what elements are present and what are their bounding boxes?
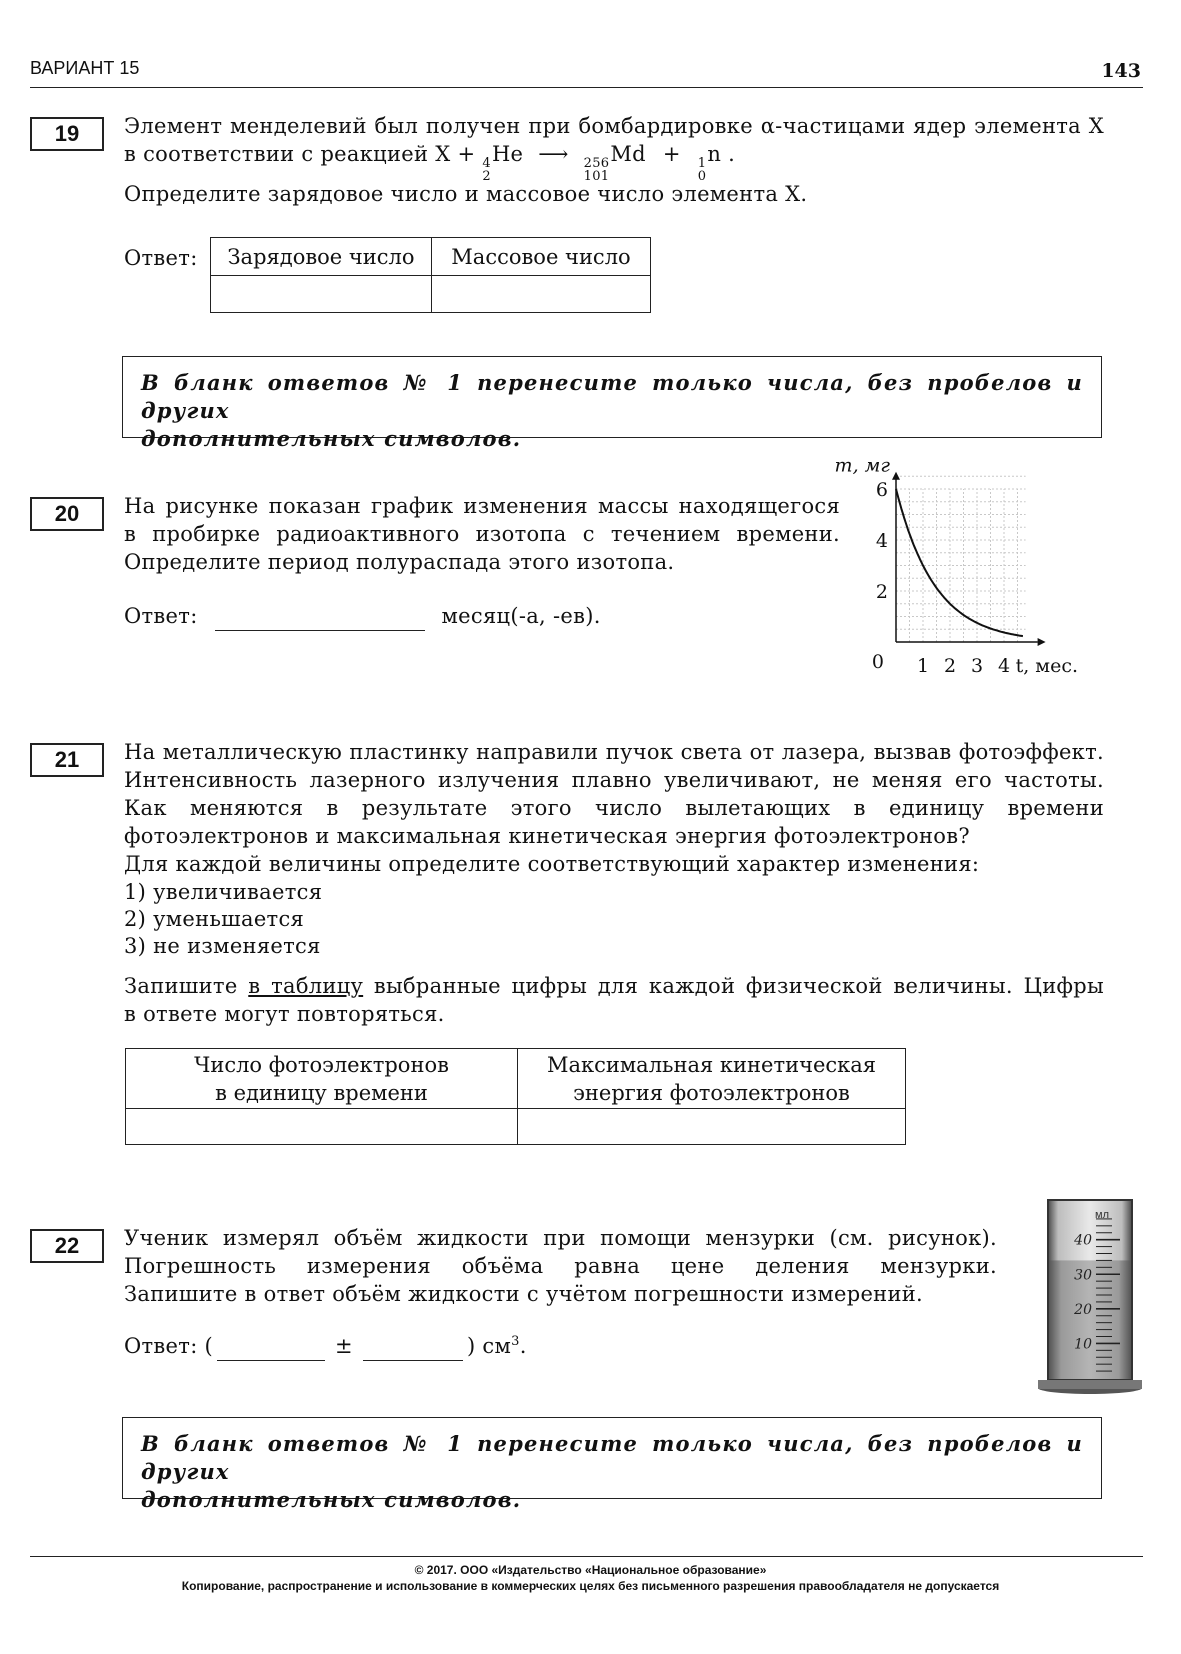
helium-symbol: He [491,142,524,166]
page-number: 143 [1101,60,1141,82]
decay-chart [834,454,1148,686]
task-21-option-1: 1) увеличивается [124,880,323,904]
task-22-line-3: Запишите в ответ объём жидкости с учётом погрешности измерений. [124,1282,924,1306]
cylinder-scale-label: 10 [1074,1336,1092,1353]
mass-number-header: Массовое число [432,238,651,276]
reaction-plus: + [662,142,681,166]
y-tick-label: 4 [875,530,888,552]
x-tick-label: 1 [916,655,930,677]
photoelectron-count-cell[interactable] [126,1109,518,1145]
max-kinetic-energy-header: Максимальная кинетическая энергия фотоэлектронов [518,1049,906,1109]
task-19-answer-table [210,237,651,313]
answer-form-notice [122,356,1102,451]
task-22-number: 22 [30,1229,104,1263]
reaction-prefix: в соответствии с реакцией X + [124,142,476,166]
charge-number-header: Зарядовое число [211,238,432,276]
task-20-number: 20 [30,497,104,531]
task-22-answer-label: Ответ: ( [124,1334,214,1358]
notice-2-line-1: В бланк ответов № 1 перенесите только числа, без пробелов и других [141,1431,1083,1484]
cylinder-foot [1038,1380,1142,1389]
measuring-cylinder [1036,1198,1144,1400]
mendelevium-isotope-indices: 256 101 [583,156,610,184]
table-link-text: в таблицу [248,974,364,998]
volume-value-blank[interactable] [217,1332,325,1361]
neutron-symbol: n . [707,142,736,166]
task-21-line-2: Интенсивность лазерного излучения плавно увеличивают, не меняя его частоты. [124,768,1104,792]
origin-label: 0 [871,651,884,673]
y-axis-arrow [892,472,900,480]
legal-notice: Копирование, распространение и использование в коммерческих целях без письменного разрешения правообладателя не допускается [181,1579,1000,1593]
x-tick-label: 4 [997,655,1011,677]
task-19-question: Определите зарядовое число и массовое число элемента X. [124,182,808,206]
chart-grid [896,476,1026,642]
task-21-instruction: Запишите в таблицу выбранные цифры для каждой физической величины. Цифры [124,974,1104,998]
mendelevium-symbol: Md [610,142,646,166]
y-tick-label: 6 [875,479,888,501]
task-21-line-3: Как меняются в результате этого число вылетающих в единицу времени [124,796,1104,820]
cylinder-scale-label: 40 [1074,1232,1092,1249]
task-20-answer-unit: месяц(-а, -ев). [441,604,601,628]
variant-header: ВАРИАНТ 15 [30,58,140,78]
x-tick-label: 3 [970,655,984,677]
task-20-line-3: Определите период полураспада этого изотопа. [124,550,675,574]
task-20-line-2: в пробирке радиоактивного изотопа с течением времени. [124,522,840,546]
task-20-line-1: На рисунке показан график изменения массы находящегося [124,494,840,518]
task-21-line-5: Для каждой величины определите соответствующий характер изменения: [124,852,980,876]
task-22-answer: Ответ: ( ± ) $см^3$. [124,1328,527,1361]
task-19-answer-label: Ответ: [124,246,198,270]
task-21-number: 21 [30,743,104,777]
task-20-answer-label: Ответ: [124,604,198,628]
header-divider [30,87,1143,88]
cylinder-scale-label: 30 [1074,1267,1092,1284]
notice-line-2: дополнительных символов. [141,426,522,451]
answer-form-notice-2 [122,1417,1102,1512]
volume-error-blank[interactable] [363,1332,463,1361]
plus-minus-sign: ± [335,1334,353,1358]
task-21-instruction-line-2: в ответе могут повторяться. [124,1002,445,1026]
task-21-line-4: фотоэлектронов и максимальная кинетическая энергия фотоэлектронов? [124,824,970,848]
task-22-line-2: Погрешность измерения объёма равна цене деления мензурки. [124,1254,997,1278]
chart-axes [892,472,1046,646]
decay-curve [896,489,1023,636]
reaction-arrow: ⟶ [538,142,569,166]
cylinder-scale-label: 20 [1074,1301,1092,1318]
task-22-answer-unit: ) см [466,1334,512,1358]
y-axis-label: m, мг [834,454,890,477]
task-19-reaction [124,140,924,183]
task-19-line-1: Элемент менделевий был получен при бомбардировке α-частицами ядер элемента X [124,114,1104,138]
task-20-answer-blank[interactable] [215,602,425,631]
task-20-answer [124,602,601,631]
helium-isotope-indices: 4 2 [482,156,491,184]
notice-line-1: В бланк ответов № 1 перенесите только числа, без пробелов и других [141,370,1083,423]
copyright-notice: © 2017. ООО «Издательство «Национальное образование» [414,1563,767,1577]
task-19-number: 19 [30,117,104,151]
footer-divider [30,1556,1143,1557]
y-tick-label: 2 [875,581,888,603]
max-kinetic-energy-cell[interactable] [518,1109,906,1145]
task-21-answer-table [125,1048,906,1145]
neutron-indices: 1 0 [697,156,707,184]
x-tick-label: 2 [943,655,957,677]
notice-2-line-2: дополнительных символов. [141,1487,522,1512]
x-axis-arrow [1038,638,1046,646]
task-21-option-2: 2) уменьшается [124,907,305,931]
task-21-line-1: На металлическую пластинку направили пучок света от лазера, вызвав фотоэффект. [124,740,1104,764]
photoelectron-count-header: Число фотоэлектронов в единицу времени [126,1049,518,1109]
cylinder-unit-label: мл [1095,1209,1109,1221]
charge-number-cell[interactable] [211,276,432,313]
task-22-line-1: Ученик измерял объём жидкости при помощи мензурки (см. рисунок). [124,1226,997,1250]
x-axis-label: t, мес. [1015,655,1079,677]
task-21-option-3: 3) не изменяется [124,934,321,958]
mass-number-cell[interactable] [432,276,651,313]
